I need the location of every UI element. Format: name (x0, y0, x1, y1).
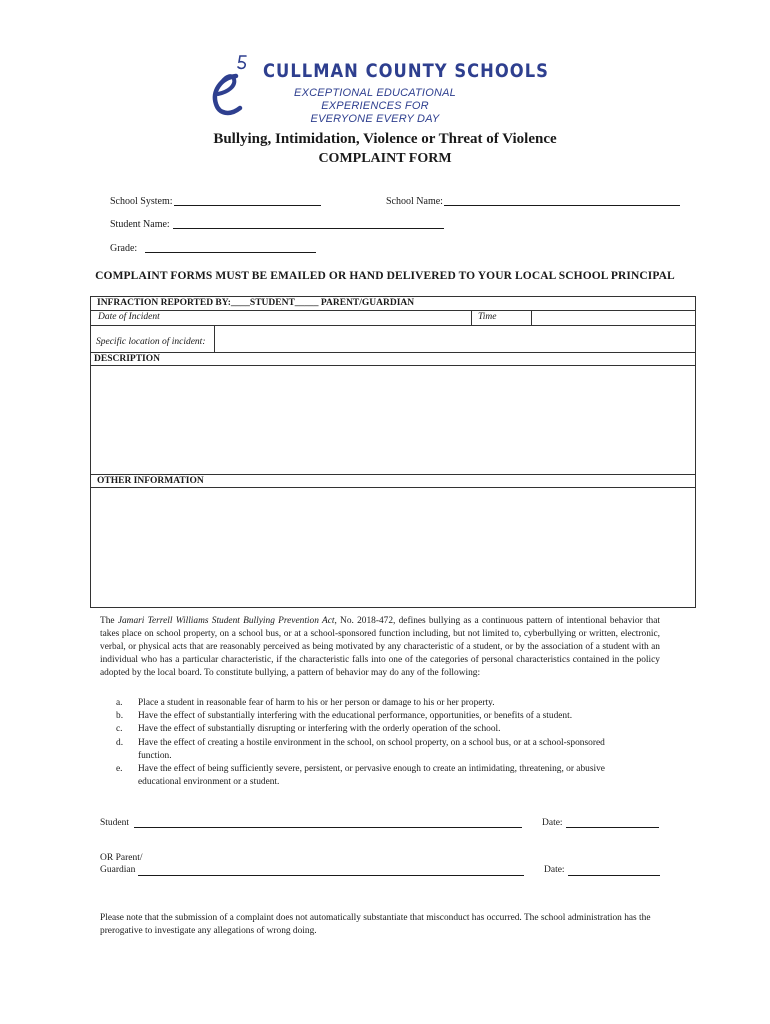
description-label: DESCRIPTION (94, 354, 160, 364)
list-item: Have the effect of substantially interfering with the educational performance, opportunities, or benefits of a student. (138, 711, 573, 721)
district-name: CULLMAN COUNTY SCHOOLS (263, 60, 549, 82)
footer-note: Please note that the submission of a complaint does not automatically substantiate that misconduct has occurred. The school administration has the prerogative to investigate any allegations of wrong doing. (100, 913, 651, 936)
list-marker: a. (116, 698, 123, 708)
specific-location-label: Specific location of incident: (96, 337, 206, 347)
tagline-line-1: EXCEPTIONAL EDUCATIONAL EXPERIENCES FOR (294, 87, 456, 112)
time-label: Time (478, 312, 497, 322)
guardian-date-field[interactable] (568, 875, 660, 876)
student-signature-label: Student (100, 818, 130, 828)
student-signature-field[interactable] (134, 827, 522, 828)
description-field[interactable] (91, 366, 695, 473)
school-system-label: School System: (110, 196, 173, 207)
other-information-field[interactable] (91, 488, 695, 607)
student-name-label: Student Name: (110, 219, 170, 230)
policy-intro-after: , No. 2018-472, defines bullying as a continuous pattern of intentional behavior that takes place on school property, on a school bus, or at a school-sponsored function including, but not limited to, cyberbullying or written, electronic, verbal, or physical acts that are reasonably perceived as being motivated by any characteristic of a student, or by the association of a student with an individual who has a particular characteristic, if the characteristic falls into one of the categories of personal characteristics contained in the policy adopted by the local board. To constitute bullying, a pattern of behavior may do any of the following: (100, 616, 661, 678)
guardian-date-label: Date: (544, 865, 565, 875)
school-name-label: School Name: (386, 196, 443, 207)
policy-intro-before: The (100, 616, 118, 626)
student-date-label: Date: (542, 818, 563, 828)
form-subtitle: COMPLAINT FORM (318, 151, 452, 166)
guardian-signature-field[interactable] (138, 875, 524, 876)
specific-location-field[interactable] (215, 326, 695, 351)
tagline-line-2: EVERYONE EVERY DAY (310, 113, 440, 125)
form-title: Bullying, Intimidation, Violence or Threat of Violence (213, 131, 557, 147)
list-marker: d. (116, 738, 124, 748)
infraction-reported-by: INFRACTION REPORTED BY:____STUDENT_____ PARENT/GUARDIAN (97, 298, 415, 308)
list-item: Place a student in reasonable fear of harm to his or her person or damage to his or her property. (138, 698, 495, 708)
table-divider (471, 310, 472, 325)
table-divider (90, 474, 696, 475)
date-of-incident-field[interactable] (180, 311, 470, 324)
district-tagline (262, 87, 488, 126)
act-name: Jamari Terrell Williams Student Bullying Prevention Act (117, 616, 335, 626)
list-item: Have the effect of substantially disrupting or interfering with the orderly operation of the school. (138, 724, 501, 734)
guardian-signature-label: Guardian (100, 865, 136, 875)
other-information-label: OTHER INFORMATION (97, 476, 204, 486)
time-field[interactable] (532, 311, 695, 324)
school-system-field[interactable] (174, 205, 321, 206)
list-item: Have the effect of being sufficiently severe, persistent, or pervasive enough to create an intimidating, threatening, or abusive educational environment or a student. (138, 764, 605, 787)
e5-logo-icon (206, 52, 260, 122)
student-name-field[interactable] (173, 228, 444, 229)
date-of-incident-label: Date of Incident (98, 312, 160, 322)
student-date-field[interactable] (566, 827, 659, 828)
grade-label: Grade: (110, 243, 138, 254)
list-marker: b. (116, 711, 124, 721)
grade-field[interactable] (145, 252, 316, 253)
list-marker: c. (116, 724, 123, 734)
list-item: Have the effect of creating a hostile environment in the school, on school property, on a school bus, or at a school-sponsored function. (138, 738, 605, 761)
list-marker: e. (116, 764, 123, 774)
table-divider (90, 352, 696, 353)
delivery-notice: COMPLAINT FORMS MUST BE EMAILED OR HAND DELIVERED TO YOUR LOCAL SCHOOL PRINCIPAL (95, 270, 675, 282)
school-name-field[interactable] (444, 205, 680, 206)
or-parent-label: OR Parent/ (100, 853, 143, 863)
policy-paragraph (100, 615, 660, 680)
district-logo (206, 52, 549, 125)
